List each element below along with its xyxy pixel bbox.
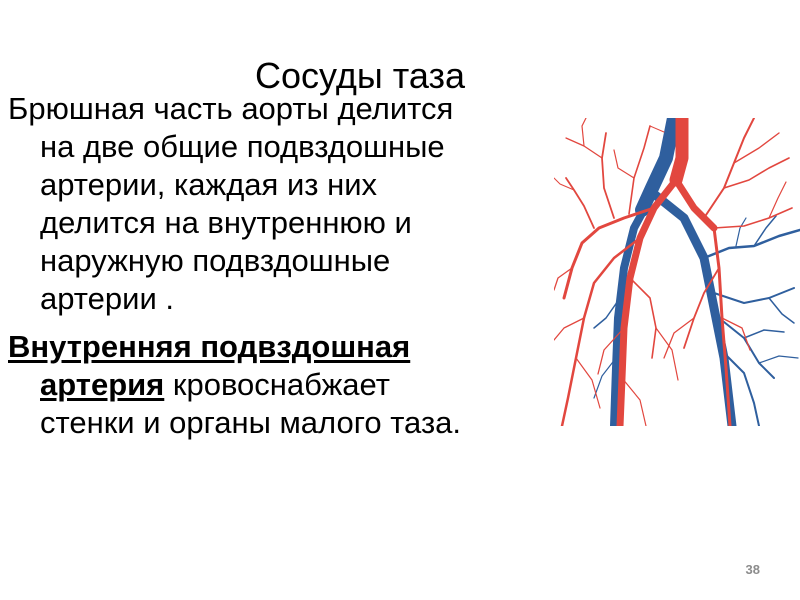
term-internal-iliac-artery: Внутренняя подвздошная артерия [8,329,411,402]
paragraph-aorta-division: Брюшная часть аорты делится на две общие подвздошные артерии, каждая из них делится на внутреннюю и наружную подвздошные артерии . [8,91,454,316]
pelvic-vessels-illustration [554,118,800,426]
slide-title: Сосуды таза [255,55,465,96]
paragraph-internal-iliac-artery-text: кровоснабжает стенки и органы малого таза. [40,367,462,440]
page-number: 38 [745,562,760,577]
pelvic-vessels-drawing [554,118,800,426]
arteries [554,118,792,426]
paragraph-internal-iliac-artery [8,328,488,442]
slide-body [8,90,488,452]
